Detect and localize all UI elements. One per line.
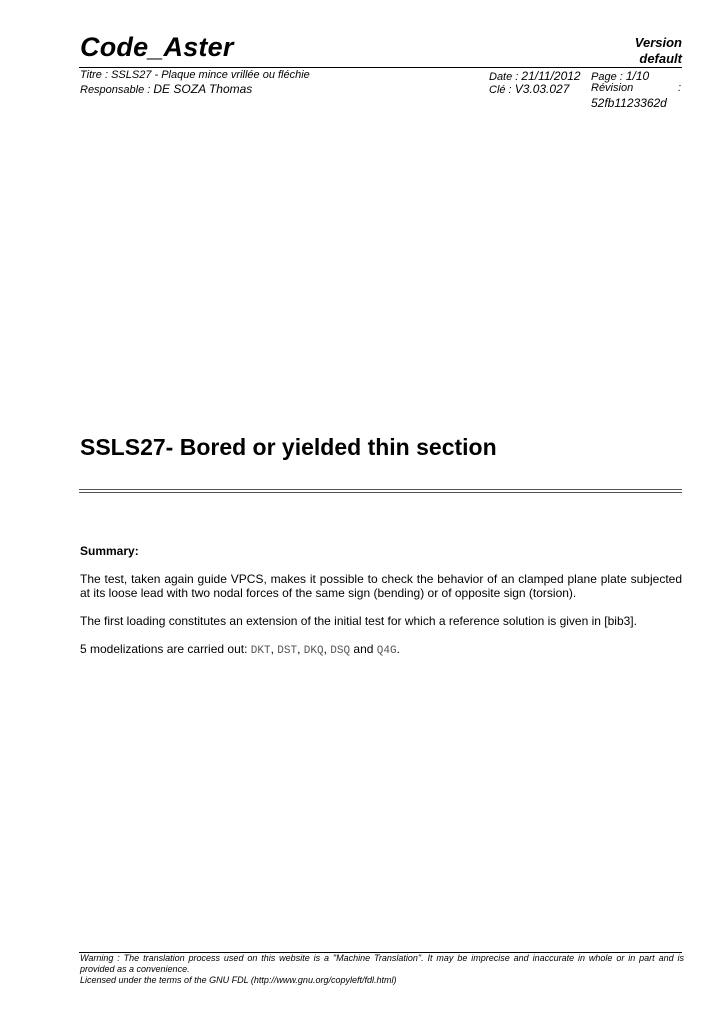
model-dsq: DSQ bbox=[330, 645, 351, 657]
model-dkq: DKQ bbox=[303, 645, 324, 657]
header-responsible-field bbox=[80, 82, 252, 96]
header-page-field bbox=[591, 69, 649, 83]
responsible-value: DE SOZA Thomas bbox=[153, 82, 253, 96]
model-q4g: Q4G bbox=[376, 645, 397, 657]
summary-heading: Summary: bbox=[80, 544, 139, 558]
date-prefix: Date : bbox=[489, 71, 519, 83]
conjunction: and bbox=[353, 642, 374, 656]
separator: , bbox=[270, 642, 274, 656]
title-divider-bottom bbox=[79, 492, 682, 493]
model-dkt: DKT bbox=[250, 645, 271, 657]
page-value: 1/10 bbox=[625, 69, 650, 83]
version-label: Version bbox=[634, 35, 682, 50]
header-title-field bbox=[80, 69, 310, 81]
page-prefix: Page : bbox=[591, 71, 623, 83]
model-dst: DST bbox=[277, 645, 298, 657]
summary-paragraph-1: The test, taken again guide VPCS, makes it possible to check the behavior of an clamped plane plate subjected at its loose lead with two nodal forces of the same sign (bending) or of opposite sign (torsion). bbox=[80, 572, 682, 600]
revision-value bbox=[591, 96, 667, 110]
summary-paragraph-3 bbox=[80, 642, 682, 658]
revision-colon: : bbox=[678, 82, 682, 94]
document-title: SSLS27- Bored or yielded thin section bbox=[80, 434, 497, 460]
header-key-field bbox=[489, 82, 569, 96]
key-value: V3.03.027 bbox=[514, 82, 570, 96]
title-prefix: Titre : bbox=[80, 69, 109, 81]
brand-logo-text: Code_Aster bbox=[80, 32, 234, 62]
title-value: SSLS27 - Plaque mince vrillée ou fléchie bbox=[111, 69, 310, 81]
separator: , bbox=[323, 642, 327, 656]
responsible-prefix: Responsable : bbox=[80, 84, 151, 96]
modelizations-lead: 5 modelizations are carried out: bbox=[80, 642, 248, 656]
title-divider-top bbox=[79, 489, 682, 490]
footer-warning: Warning : The translation process used on this website is a "Machine Translation". It may be imprecise and inaccurate in whole or in part and is provided as a convenience. bbox=[80, 953, 684, 974]
revision-label: Révision bbox=[591, 82, 634, 94]
header-date-field bbox=[489, 69, 581, 83]
revision-hash: 52fb1123362d bbox=[591, 96, 667, 110]
key-prefix: Clé : bbox=[489, 84, 512, 96]
summary-paragraph-2: The first loading constitutes an extension of the initial test for which a reference solution is given in [bib3]. bbox=[80, 614, 637, 628]
period: . bbox=[396, 642, 400, 656]
separator: , bbox=[297, 642, 301, 656]
date-value: 21/11/2012 bbox=[521, 69, 581, 83]
footer-license: Licensed under the terms of the GNU FDL (http://www.gnu.org/copyleft/fdl.html) bbox=[80, 975, 397, 985]
version-value: default bbox=[639, 51, 682, 66]
header-divider bbox=[79, 67, 682, 68]
